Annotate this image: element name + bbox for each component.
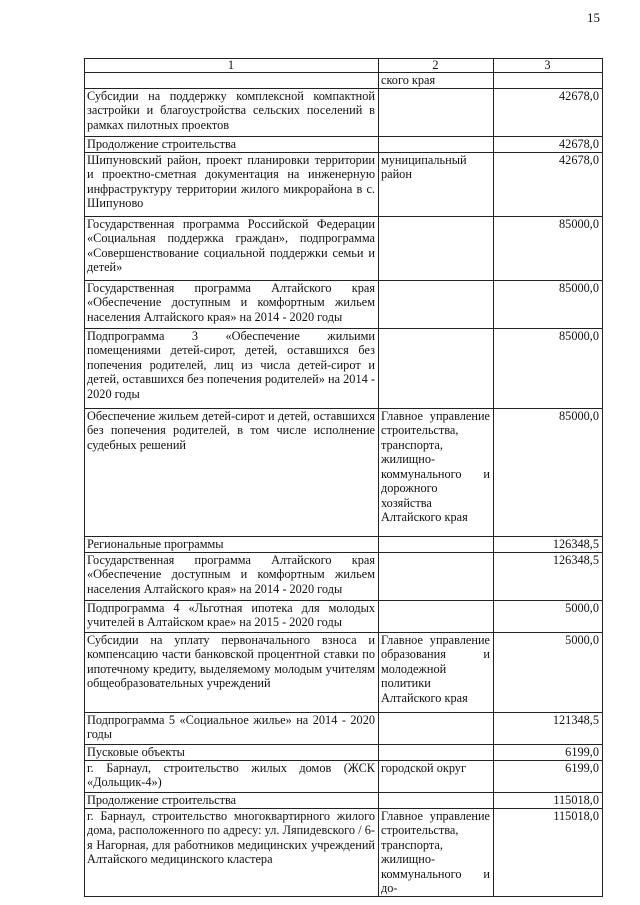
- row-amount-cell: 42678,0: [494, 88, 603, 136]
- budget-table: [84, 58, 603, 897]
- table-row: [85, 536, 603, 552]
- table-row: [85, 808, 603, 896]
- column-header-2: 2: [379, 59, 494, 73]
- row-name-cell: Государственная программа Алтайского края «Обеспечение доступным и комфортным жильем населения Алтайского края» на 2014 - 2020 годы: [85, 552, 379, 600]
- row-amount-cell: 42678,0: [494, 152, 603, 216]
- row-amount-cell: 85000,0: [494, 328, 603, 408]
- row-org-cell: муниципальный район: [379, 152, 494, 216]
- row-amount-cell: 6199,0: [494, 760, 603, 792]
- table-row: [85, 280, 603, 328]
- row-name-cell: Продолжение строительства: [85, 792, 379, 808]
- table-row: [85, 712, 603, 744]
- table-row: [85, 136, 603, 152]
- row-org-cell: [379, 600, 494, 632]
- row-amount-cell: 115018,0: [494, 808, 603, 896]
- row-amount-cell: [494, 73, 603, 89]
- table-row: [85, 552, 603, 600]
- row-org-cell: [379, 552, 494, 600]
- table-row: [85, 216, 603, 280]
- row-org-cell: [379, 136, 494, 152]
- page-number: 15: [587, 10, 600, 25]
- row-amount-cell: 115018,0: [494, 792, 603, 808]
- row-name-cell: [85, 73, 379, 89]
- row-amount-cell: 85000,0: [494, 216, 603, 280]
- row-name-cell: Государственная программа Российской Федерации «Социальная поддержка граждан», подпрограмма «Совершенствование социальной поддержки семьи и детей»: [85, 216, 379, 280]
- row-amount-cell: 5000,0: [494, 632, 603, 712]
- row-name-cell: Субсидии на поддержку комплексной компактной застройки и благоустройства сельских поселений в рамках пилотных проектов: [85, 88, 379, 136]
- table-header-row: [85, 59, 603, 73]
- row-amount-cell: 126348,5: [494, 536, 603, 552]
- row-org-cell: [379, 88, 494, 136]
- row-org-cell: [379, 216, 494, 280]
- column-header-3: 3: [494, 59, 603, 73]
- row-org-cell: [379, 792, 494, 808]
- row-org-cell: [379, 328, 494, 408]
- row-name-cell: Подпрограмма 4 «Льготная ипотека для молодых учителей в Алтайском крае» на 2015 - 2020 годы: [85, 600, 379, 632]
- column-header-1: 1: [85, 59, 379, 73]
- table-row: [85, 152, 603, 216]
- table-row: [85, 632, 603, 712]
- row-org-cell: [379, 280, 494, 328]
- row-amount-cell: 5000,0: [494, 600, 603, 632]
- table-row: [85, 600, 603, 632]
- row-name-cell: Пусковые объекты: [85, 744, 379, 760]
- row-name-cell: г. Барнаул, строительство жилых домов (ЖСК «Дольщик-4»): [85, 760, 379, 792]
- row-name-cell: Шипуновский район, проект планировки территории и проектно-сметная документация на инженерную инфраструктуру территории жилого микрорайона в с. Шипуново: [85, 152, 379, 216]
- row-name-cell: Продолжение строительства: [85, 136, 379, 152]
- table-row: [85, 88, 603, 136]
- row-amount-cell: 85000,0: [494, 280, 603, 328]
- row-name-cell: Государственная программа Алтайского края «Обеспечение доступным и комфортным жильем населения Алтайского края» на 2014 - 2020 годы: [85, 280, 379, 328]
- row-org-cell: [379, 744, 494, 760]
- row-org-cell: [379, 536, 494, 552]
- table-row: [85, 760, 603, 792]
- row-org-cell: городской округ: [379, 760, 494, 792]
- row-amount-cell: 85000,0: [494, 408, 603, 536]
- row-amount-cell: 42678,0: [494, 136, 603, 152]
- row-name-cell: Субсидии на уплату первоначального взноса и компенсацию части банковской процентной ставки по ипотечному кредиту, выделяемому молодым учителям общеобразовательных учреждений: [85, 632, 379, 712]
- table-row: [85, 328, 603, 408]
- row-org-cell: Главное управление образования и молодежной политики Алтайского края: [379, 632, 494, 712]
- row-org-cell: ского края: [379, 73, 494, 89]
- table-row: [85, 73, 603, 89]
- row-name-cell: Региональные программы: [85, 536, 379, 552]
- row-org-cell: Главное управление строительства, транспорта, жилищно-коммунального и дорожного хозяйства Алтайского края: [379, 408, 494, 536]
- table-row: [85, 408, 603, 536]
- row-name-cell: Подпрограмма 5 «Социальное жилье» на 2014 - 2020 годы: [85, 712, 379, 744]
- table-row: [85, 792, 603, 808]
- table-row: [85, 744, 603, 760]
- row-name-cell: г. Барнаул, строительство многоквартирного жилого дома, расположенного по адресу: ул. Ляпидевского / 6-я Нагорная, для работников медицинских учреждений Алтайского медицинского кластера: [85, 808, 379, 896]
- row-amount-cell: 126348,5: [494, 552, 603, 600]
- row-org-cell: [379, 712, 494, 744]
- row-amount-cell: 6199,0: [494, 744, 603, 760]
- row-amount-cell: 121348,5: [494, 712, 603, 744]
- row-name-cell: Подпрограмма 3 «Обеспечение жильими помещениями детей-сирот, детей, оставшихся без попечения родителей, лиц из числа детей-сирот и детей, оставшихся без попечения родителей» на 2014 - 2020 годы: [85, 328, 379, 408]
- row-name-cell: Обеспечение жильем детей-сирот и детей, оставшихся без попечения родителей, в том числе исполнение судебных решений: [85, 408, 379, 536]
- row-org-cell: Главное управление строительства, транспорта, жилищно-коммунального и до-: [379, 808, 494, 896]
